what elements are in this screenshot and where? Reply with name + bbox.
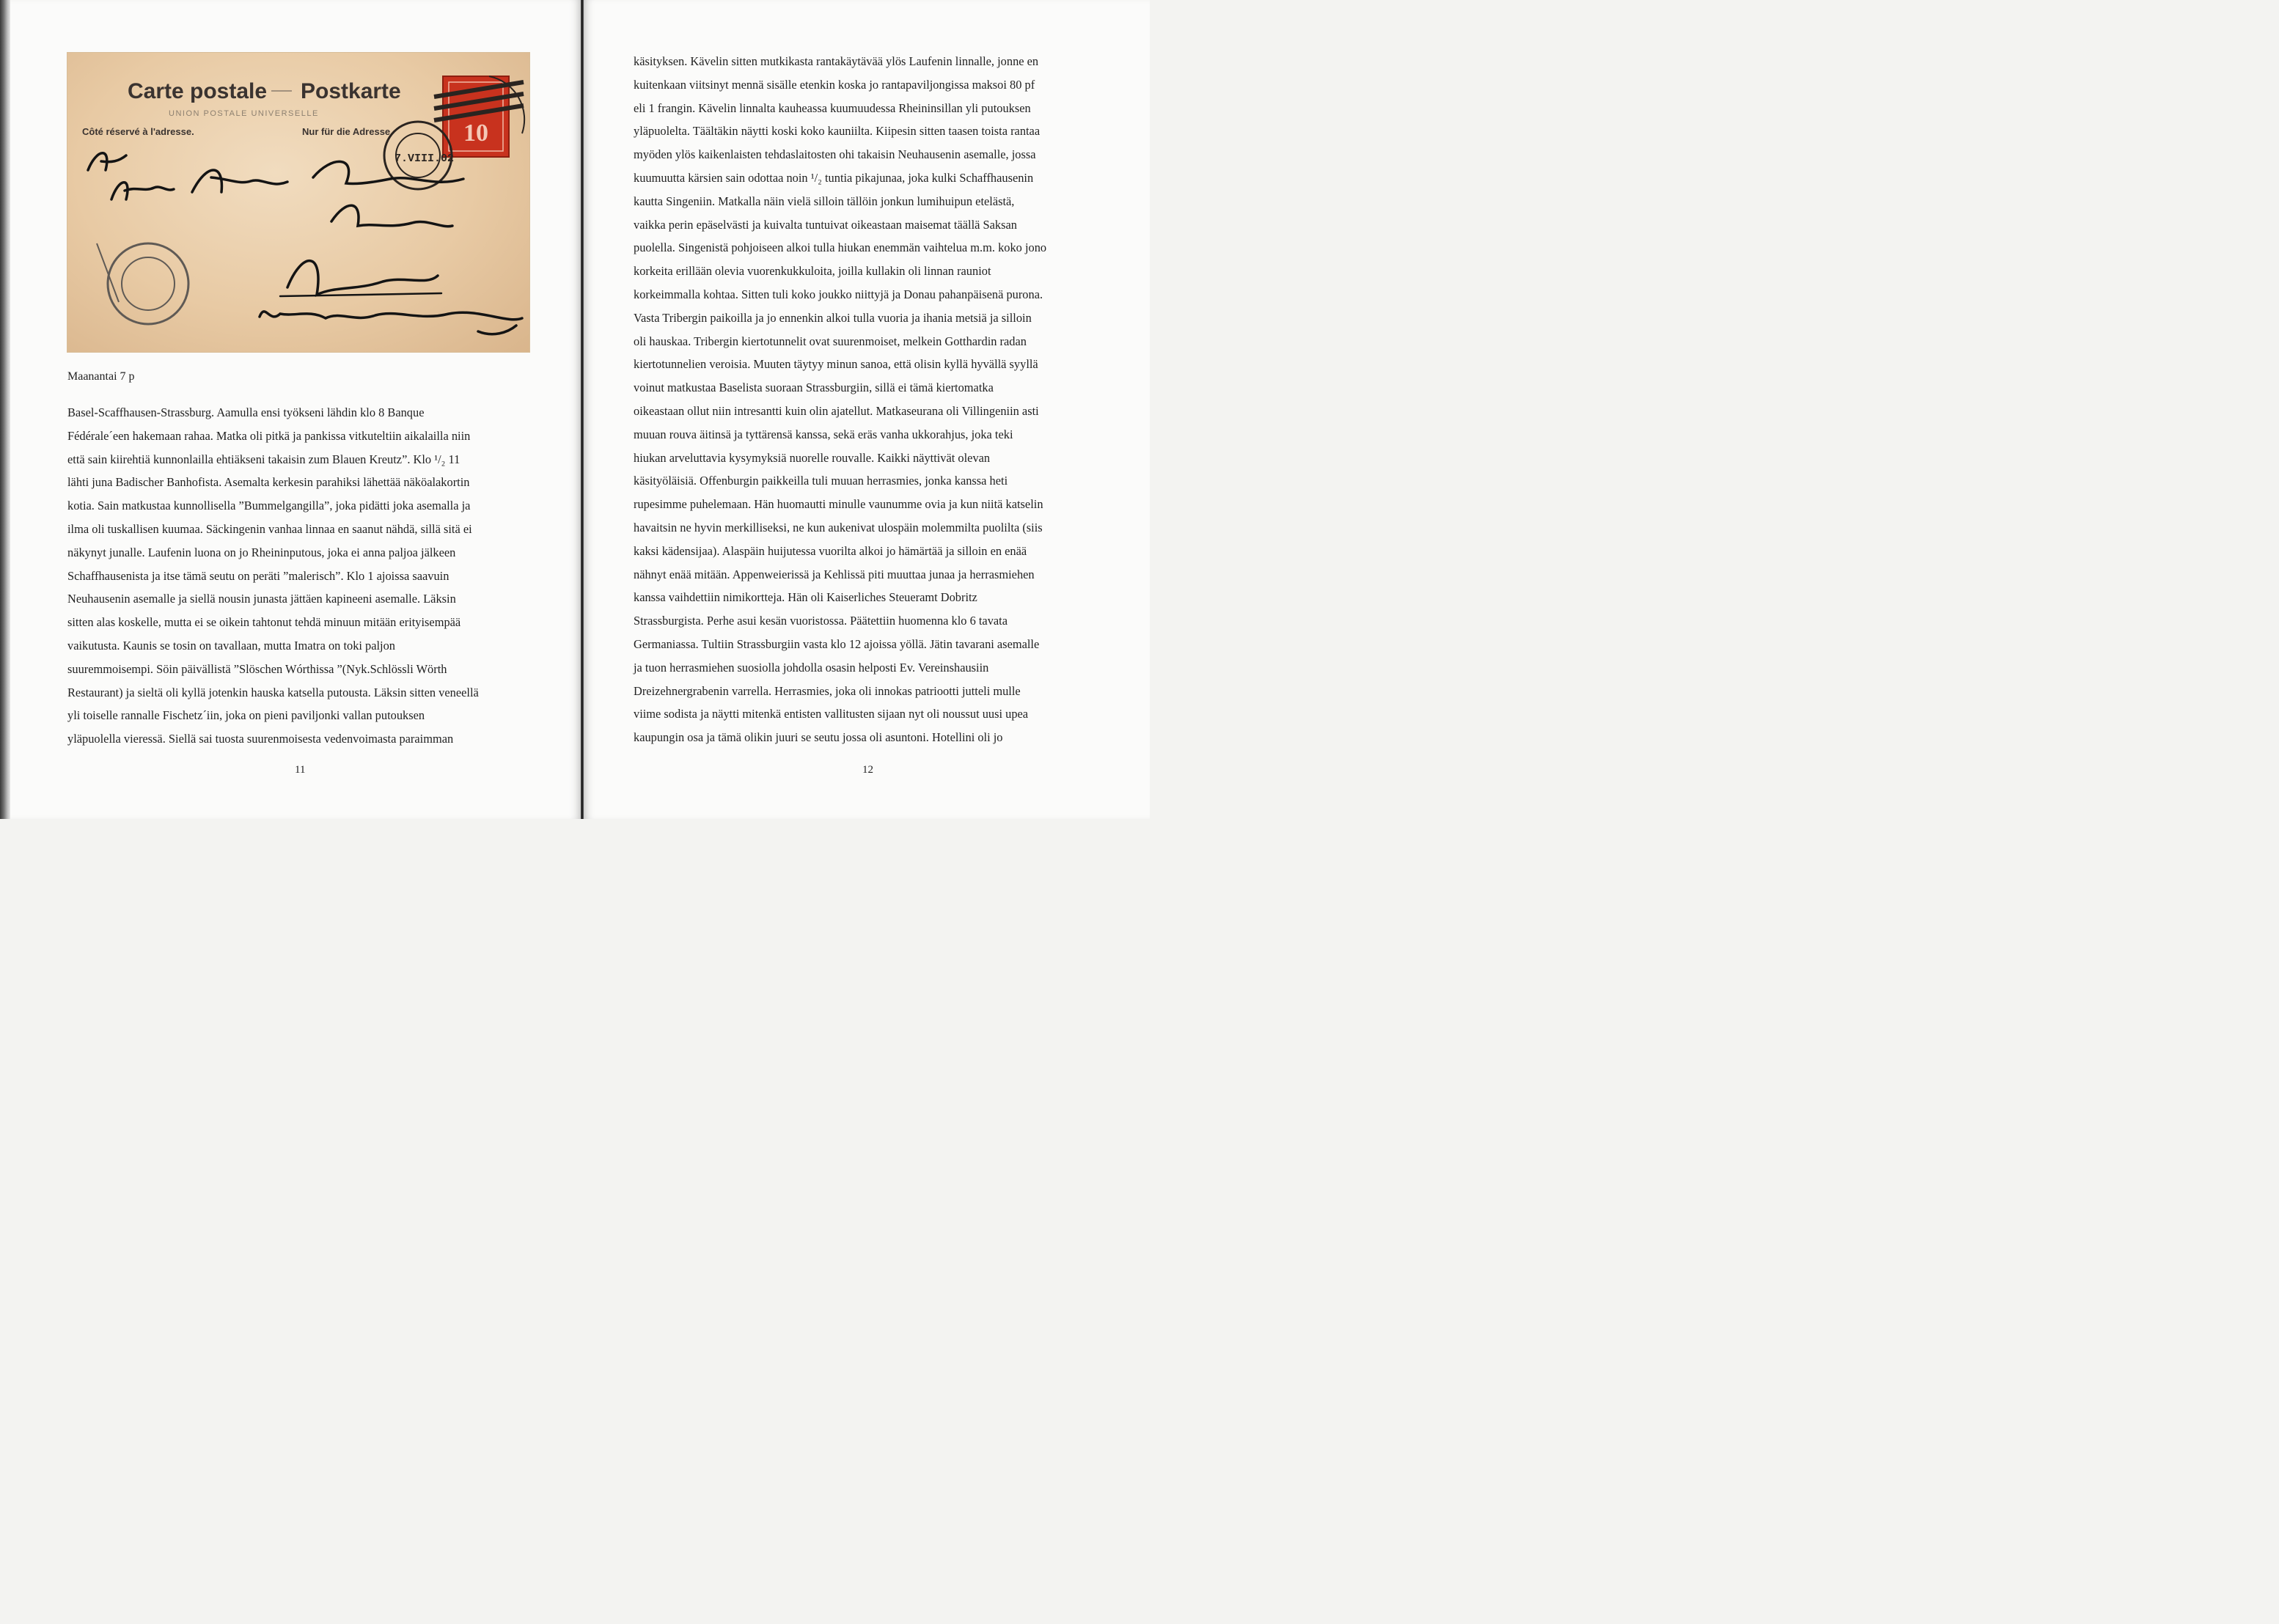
postmark-lower-left bbox=[97, 243, 188, 324]
text-line: Dreizehnergrabenin varrella. Herrasmies, joka oli innokas patriootti jutteli mulle bbox=[634, 683, 1021, 698]
text-line: muuan rouva äitinsä ja tyttärensä kanssa, sekä eräs vanha ukkorahjus, joka teki bbox=[634, 427, 1013, 441]
text-line: yläpuolella vieressä. Siellä sai tuosta suurenmoisesta vedenvoimasta paraimman bbox=[67, 732, 454, 746]
text-line: oikeastaan ollut niin intresantti kuin olin ajatellut. Matkaseurana oli Villingeniin asti bbox=[634, 403, 1039, 418]
text-line: ja tuon herrasmiehen suosiolla johdolla osasin helposti Ev. Vereinshausiin bbox=[634, 660, 989, 675]
text-line: Basel-Scaffhausen-Strassburg. Aamulla ensi työkseni lähdin klo 8 Banque bbox=[67, 405, 425, 419]
text-line: Schaffhausenista ja itse tämä seutu on peräti ”malerisch”. Klo 1 ajoissa saavuin bbox=[67, 568, 449, 583]
right-page-text bbox=[634, 50, 1103, 749]
text-line: vaikka perin epäselvästi ja kuivalta tuntuivat oikeastaan maisemat täällä Saksan bbox=[634, 217, 1017, 232]
book-edge-left bbox=[0, 0, 10, 819]
text-line: kaksi kädensijaa). Alaspäin huijutessa vuorilta alkoi jo hämärtää ja silloin en enää bbox=[634, 543, 1027, 558]
page-number-left: 11 bbox=[295, 764, 306, 776]
text-line: korkeimmalla kohtaa. Sitten tuli koko joukko niittyjä ja Donau pahanpäisenä purona. bbox=[634, 287, 1043, 301]
postcard-drawing bbox=[67, 53, 529, 352]
text-line: kanssa vaihdettiin nimikortteja. Hän oli Kaiserliches Steueramt Dobritz bbox=[634, 590, 977, 605]
text-line: kuumuutta kärsien sain odottaa noin ¹/₂ tuntia pikajunaa, joka kulki Schaffhausenin bbox=[634, 170, 1034, 185]
text-line: käsityksen. Kävelin sitten mutkikasta rantakäytävää ylös Laufenin linnalle, jonne en bbox=[634, 54, 1039, 68]
text-line: Neuhausenin asemalle ja siellä nousin junasta jättäen kapineeni asemalle. Läksin bbox=[67, 592, 456, 606]
text-line: käsityöläisiä. Offenburgin paikkeilla tuli muuan herrasmies, jonka kanssa heti bbox=[634, 474, 1008, 488]
text-line: sitten alas koskelle, mutta ei se oikein tahtonut tehdä minuun mitään erityisempää bbox=[67, 615, 461, 630]
text-line: myöden ylös kaikenlaisten tehdaslaitosten ohi takaisin Neuhausenin asemalle, jossa bbox=[634, 147, 1036, 162]
text-line: hiukan arveluttavia kysymyksiä nuorelle rouvalle. Kaikki näyttivät olevan bbox=[634, 450, 991, 465]
postcard-union-text: UNION POSTALE UNIVERSELLE bbox=[169, 109, 319, 118]
postcard-reserve-text: Côté réservé à l'adresse. bbox=[82, 126, 194, 137]
text-line: viime sodista ja näytti mitenkä entisten vallitusten sijaan nyt oli noussut uusi upea bbox=[634, 707, 1029, 721]
text-line: korkeita erillään olevia vuorenkukkuloita, joilla kullakin oli linnan rauniot bbox=[634, 264, 991, 279]
text-line: kotia. Sain matkustaa kunnollisella ”Bummelgangilla”, joka pidätti joka asemalla ja bbox=[67, 499, 471, 513]
postcard-title-de: Postkarte bbox=[301, 79, 401, 103]
text-line: vaikutusta. Kaunis se tosin on tavallaan, mutta Imatra on toki paljon bbox=[67, 638, 396, 653]
text-line: oli hauskaa. Tribergin kiertotunnelit ovat suurenmoiset, melkein Gotthardin radan bbox=[634, 334, 1027, 348]
postcard-title-fr: Carte postale bbox=[128, 79, 268, 103]
text-line: puolella. Singenistä pohjoiseen alkoi tulla hiukan enemmän vaihtelua m.m. koko jono bbox=[634, 240, 1047, 255]
text-line: kaupungin osa ja tämä olikin juuri se seutu jossa oli asuntoni. Hotellini oli jo bbox=[634, 730, 1003, 745]
text-line: ilma oli tuskallisen kuumaa. Säckingenin vanhaa linnaa en saanut nähdä, sillä sitä ei bbox=[67, 521, 472, 536]
text-line: Fédérale´een hakemaan rahaa. Matka oli pitkä ja pankissa vitkuteltiin aikalailla niin bbox=[67, 428, 471, 443]
text-line: Restaurant) ja sieltä oli kyllä jotenkin hauska katsella putousta. Läksin sitten veneellä bbox=[67, 685, 479, 699]
text-line: Strassburgista. Perhe asui kesän vuoristossa. Päätettiin huomenna klo 6 tavata bbox=[634, 614, 1008, 628]
text-line: lähti juna Badischer Banhofista. Asemalta kerkesin parahiksi lähettää näköalakortin bbox=[67, 475, 470, 490]
text-line: eli 1 frangin. Kävelin linnalta kauheassa kuumuudessa Rheininsillan yli putouksen bbox=[634, 100, 1031, 115]
text-line: rupesimme puhelemaan. Hän huomautti minulle vaunumme ovia ja kun niitä katselin bbox=[634, 497, 1043, 512]
text-line: kautta Singeniin. Matkalla näin vielä silloin tällöin jonkun lumihuipun etelästä, bbox=[634, 194, 1015, 208]
text-line: nähnyt enää mitään. Appenweierissä ja Kehlissä piti muuttaa junaa ja herrasmiehen bbox=[634, 567, 1035, 581]
text-line: Vasta Tribergin paikoilla ja jo ennenkin alkoi tulla vuoria ja ihania metsiä ja silloin bbox=[634, 310, 1032, 325]
text-line: yli toiselle rannalle Fischetz´iin, joka on pieni paviljonki vallan putouksen bbox=[67, 708, 425, 723]
text-line: havaitsin ne hyvin merkilliseksi, ne kun aukenivat ulospäin molemmilta puolilta (siis bbox=[634, 520, 1043, 534]
diary-entry-heading: Maanantai 7 p bbox=[67, 370, 135, 383]
text-line: Germaniassa. Tultiin Strassburgiin vasta klo 12 ajoissa yöllä. Jätin tavarani asemalle bbox=[634, 636, 1040, 651]
text-line: näkynyt junalle. Laufenin luona on jo Rheininputous, joka ei anna paljoa jälkeen bbox=[67, 545, 456, 559]
text-line: suuremmoisempi. Söin päivällistä ”Slöschen Wórthissa ”(Nyk.Schlössli Wörth bbox=[67, 661, 447, 676]
text-line: kuitenkaan viitsinyt mennä sisälle etenkin koska jo rantapaviljongissa maksoi 80 pf bbox=[634, 77, 1035, 92]
text-line: voinut matkustaa Baselista suoraan Strassburgiin, sillä ei tämä kiertomatka bbox=[634, 381, 994, 395]
text-line: että sain kiirehtiä kunnonlailla ehtiäkseni takaisin zum Blauen Kreutz”. Klo ¹/₂ 11 bbox=[67, 452, 460, 466]
text-line: yläpuolelta. Täältäkin näytti koski koko kauniilta. Kiipesin sitten taasen toista rantaa bbox=[634, 124, 1041, 139]
postcard-nur-fur-text: Nur für die Adresse. bbox=[302, 126, 393, 137]
stamp-value: 10 bbox=[463, 120, 488, 147]
left-page-text bbox=[67, 401, 537, 751]
postcard-image bbox=[67, 53, 529, 352]
postmark-date: 7.VIII.02 bbox=[394, 153, 455, 165]
text-line: kiertotunnelien veroisia. Muuten täytyy minun sanoa, että olisin kyllä hyvällä syyllä bbox=[634, 357, 1038, 372]
page-number-right: 12 bbox=[862, 764, 873, 776]
